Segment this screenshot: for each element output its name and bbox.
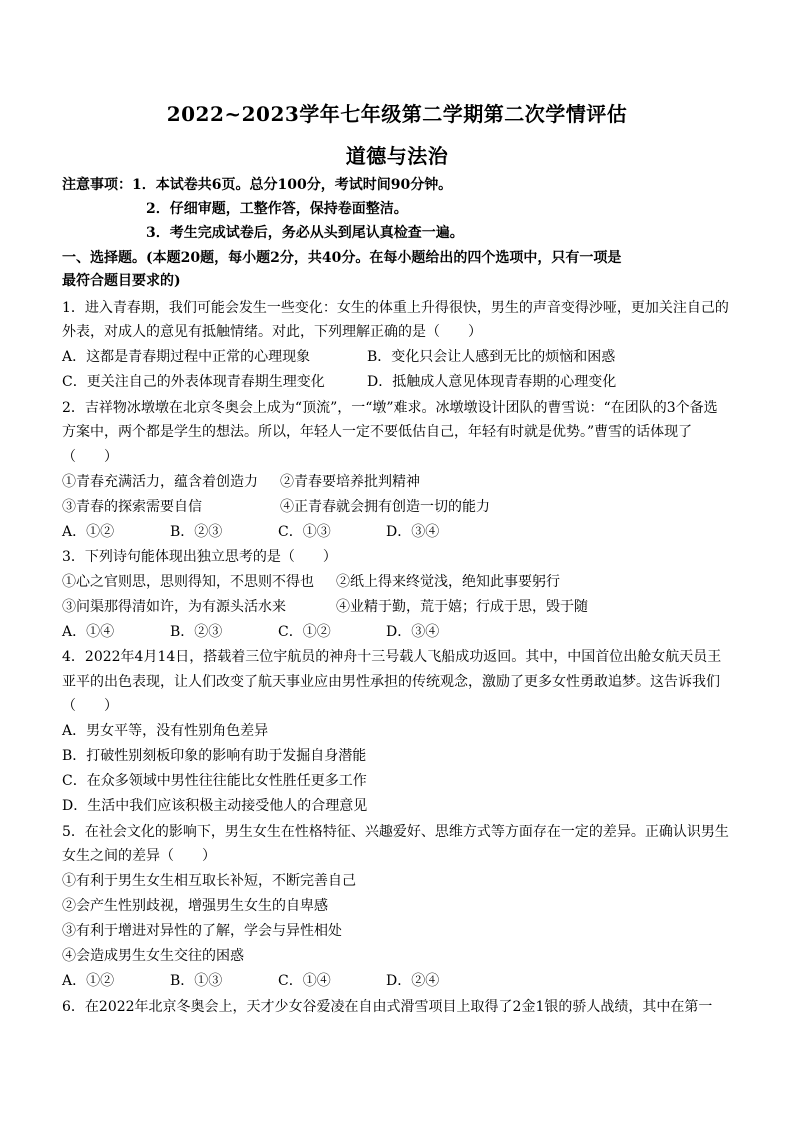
section-heading-cont: 最符合题目要求的) bbox=[62, 273, 181, 289]
q2-statement-4: ④正青春就会拥有创造一切的能力 bbox=[280, 499, 490, 515]
q3-statement-2: ②纸上得来终觉浅，绝知此事要躬行 bbox=[336, 574, 560, 590]
q4-option-a[interactable]: A．男女平等，没有性别角色差异 bbox=[62, 723, 269, 739]
q5-stem-cont: 女生之间的差异（ ） bbox=[62, 848, 216, 864]
q5-statement-1: ①有利于男生女生相互取长补短，不断完善自己 bbox=[62, 873, 356, 889]
q6-stem: 6．在2022年北京冬奥会上，天才少女谷爱凌在自由式滑雪项目上取得了2金1银的骄人战绩，其中在第一 bbox=[62, 999, 713, 1015]
notice-item-1: 1．本试卷共6页。总分100分，考试时间90分钟。 bbox=[132, 177, 453, 193]
q2-option-a[interactable]: A．①② bbox=[62, 524, 115, 540]
q5-stem: 5．在社会文化的影响下，男生女生在性格特征、兴趣爱好、思维方式等方面存在一定的差异。正确认识男生 bbox=[62, 824, 729, 840]
notice-label: 注意事项： bbox=[62, 177, 132, 193]
q1-option-d[interactable]: D．抵触成人意见体现青春期的心理变化 bbox=[367, 374, 617, 390]
q1-option-c[interactable]: C．更关注自己的外表体现青春期生理变化 bbox=[62, 374, 325, 390]
q1-stem-cont: 外表，对成人的意见有抵触情绪。对此，下列理解正确的是（ ） bbox=[62, 324, 482, 340]
q3-option-c[interactable]: C．①② bbox=[278, 624, 331, 640]
q1-options-row-2 bbox=[62, 373, 616, 391]
q2-statement-2: ②青春要培养批判精神 bbox=[280, 474, 420, 490]
q1-option-a[interactable]: A．这都是青春期过程中正常的心理现象 bbox=[62, 349, 311, 365]
q2-statements-row-2 bbox=[62, 498, 490, 516]
q5-option-b[interactable]: B．①③ bbox=[170, 973, 223, 989]
q3-option-d[interactable]: D．③④ bbox=[386, 624, 440, 640]
q3-statement-4: ④业精于勤，荒于嬉；行成于思，毁于随 bbox=[336, 599, 588, 615]
q3-statements-row-2 bbox=[62, 598, 588, 616]
q4-stem: 4．2022年4月14日，搭载着三位宇航员的神舟十三号载人飞船成功返回。其中，中国首位出舱女航天员王 bbox=[62, 649, 722, 665]
q2-statement-3: ③青春的探索需要自信 bbox=[62, 499, 202, 515]
q5-statement-2: ②会产生性别歧视，增强男生女生的自卑感 bbox=[62, 898, 328, 914]
q5-option-c[interactable]: C．①④ bbox=[278, 973, 331, 989]
q3-statement-3: ③问渠那得清如许，为有源头活水来 bbox=[62, 599, 286, 615]
q1-options-row-1 bbox=[62, 348, 615, 366]
section-heading: 一、选择题。(本题20题，每小题2分，共40分。在每小题给出的四个选项中，只有一项是 bbox=[62, 250, 622, 266]
q4-option-c[interactable]: C．在众多领域中男性往往能比女性胜任更多工作 bbox=[62, 773, 367, 789]
q1-option-b[interactable]: B．变化只会让人感到无比的烦恼和困惑 bbox=[367, 349, 616, 365]
q3-option-a[interactable]: A．①④ bbox=[62, 624, 115, 640]
subject-title: 道德与法治 bbox=[345, 144, 449, 168]
q3-option-b[interactable]: B．②③ bbox=[170, 624, 223, 640]
q4-stem-cont: 亚平的出色表现，让人们改变了航天事业应由男性承担的传统观念，激励了更多女性勇敢追梦。这告诉我们 bbox=[62, 674, 720, 690]
q3-statement-1: ①心之官则思，思则得知，不思则不得也 bbox=[62, 574, 314, 590]
q4-stem-bracket: （ ） bbox=[62, 698, 118, 714]
q2-stem-cont: 方案中，两个都是学生的想法。所以，年轻人一定不要低估自己，年轻有时就是优势。”曹雪的话体现了 bbox=[62, 424, 693, 440]
q2-option-d[interactable]: D．③④ bbox=[386, 524, 440, 540]
q1-stem: 1．进入青春期，我们可能会发生一些变化：女生的体重上升得很快，男生的声音变得沙哑，更加关注自己的 bbox=[62, 300, 729, 316]
notice-line-1 bbox=[62, 176, 452, 194]
q5-option-a[interactable]: A．①② bbox=[62, 973, 115, 989]
q2-option-c[interactable]: C．①③ bbox=[278, 524, 331, 540]
q5-statement-4: ④会造成男生女生交往的困惑 bbox=[62, 948, 244, 964]
q5-statement-3: ③有利于增进对异性的了解，学会与异性相处 bbox=[62, 923, 342, 939]
q4-option-b[interactable]: B．打破性别刻板印象的影响有助于发掘自身潜能 bbox=[62, 748, 367, 764]
q2-stem: 2．吉祥物冰墩墩在北京冬奥会上成为“顶流”，一“墩”难求。冰墩墩设计团队的曹雪说：“在团队的3个备选 bbox=[62, 400, 718, 416]
q4-option-d[interactable]: D．生活中我们应该积极主动接受他人的合理意见 bbox=[62, 798, 368, 814]
q5-options bbox=[62, 972, 439, 990]
q2-options bbox=[62, 523, 439, 541]
q2-option-b[interactable]: B．②③ bbox=[170, 524, 223, 540]
q3-options bbox=[62, 623, 439, 641]
q3-stem: 3．下列诗句能体现出独立思考的是（ ） bbox=[62, 549, 337, 565]
q2-statements-row-1 bbox=[62, 473, 420, 491]
q3-statements-row-1 bbox=[62, 573, 560, 591]
notice-item-3: 3．考生完成试卷后，务必从头到尾认真检查一遍。 bbox=[146, 225, 464, 241]
notice-item-2: 2．仔细审题，工整作答，保持卷面整洁。 bbox=[146, 201, 408, 217]
exam-title: 2022~2023学年七年级第二学期第二次学情评估 bbox=[166, 102, 628, 126]
q2-stem-bracket: （ ） bbox=[62, 449, 118, 465]
q5-option-d[interactable]: D．②④ bbox=[386, 973, 440, 989]
q2-statement-1: ①青春充满活力，蕴含着创造力 bbox=[62, 474, 258, 490]
